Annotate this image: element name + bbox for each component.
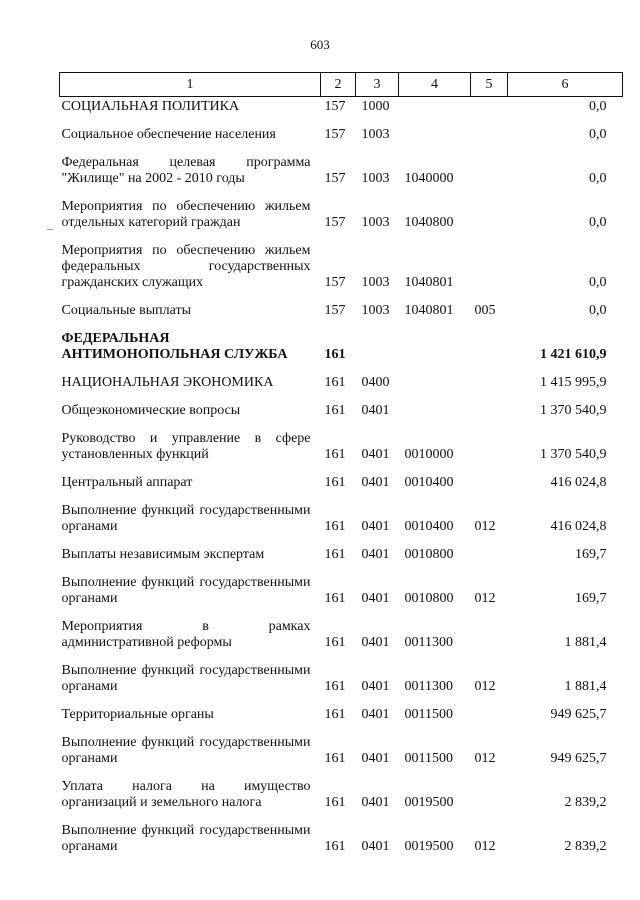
row-target-code: 0011500 bbox=[404, 750, 453, 766]
table-row bbox=[60, 539, 623, 567]
row-target-code bbox=[399, 97, 471, 119]
row-amount: 1 415 995,9 bbox=[540, 374, 607, 390]
table-header bbox=[60, 73, 623, 97]
row-section-code: 1000 bbox=[361, 98, 390, 114]
row-amount: 949 625,7 bbox=[550, 706, 607, 722]
row-name: НАЦИОНАЛЬНАЯ ЭКОНОМИКА bbox=[61, 374, 274, 390]
row-section-code: 0401 bbox=[361, 678, 390, 694]
row-amount: 416 024,8 bbox=[550, 518, 607, 534]
table-row bbox=[60, 655, 623, 699]
table-row bbox=[60, 395, 623, 423]
row-expense-type bbox=[471, 423, 508, 467]
table-body bbox=[60, 97, 623, 859]
row-section-code: 0401 bbox=[361, 546, 390, 562]
row-section-code: 0401 bbox=[361, 402, 390, 418]
row-section-code: 0401 bbox=[361, 750, 390, 766]
row-amount: 0,0 bbox=[589, 302, 607, 318]
row-section-code: 0401 bbox=[361, 634, 390, 650]
row-section-code: 0401 bbox=[361, 474, 390, 490]
row-expense-type bbox=[471, 119, 508, 147]
table-row bbox=[60, 295, 623, 323]
margin-mark bbox=[47, 229, 53, 230]
table-row bbox=[60, 567, 623, 611]
row-name: Уплата налога на имущество организаций и земельного налога bbox=[61, 778, 311, 810]
row-amount: 169,7 bbox=[575, 546, 607, 562]
table-row bbox=[60, 815, 623, 859]
row-target-code: 0011300 bbox=[404, 634, 453, 650]
row-target-code: 1040801 bbox=[404, 302, 454, 318]
row-expense-type: 012 bbox=[474, 590, 496, 606]
row-expense-type bbox=[471, 367, 508, 395]
header-col-4: 4 bbox=[399, 73, 471, 97]
row-expense-type bbox=[471, 191, 508, 235]
table-row bbox=[60, 727, 623, 771]
table-row bbox=[60, 147, 623, 191]
budget-table bbox=[59, 72, 623, 859]
row-ministry-code: 161 bbox=[324, 794, 346, 810]
row-ministry-code: 161 bbox=[324, 474, 346, 490]
row-target-code: 1040801 bbox=[404, 274, 454, 290]
row-ministry-code: 157 bbox=[324, 214, 346, 230]
row-target-code: 1040000 bbox=[404, 170, 454, 186]
row-target-code: 0011300 bbox=[404, 678, 453, 694]
table-row bbox=[60, 495, 623, 539]
row-expense-type: 012 bbox=[474, 678, 496, 694]
row-amount: 0,0 bbox=[589, 214, 607, 230]
row-amount: 1 370 540,9 bbox=[540, 446, 607, 462]
row-name: Мероприятия по обеспечению жильем отдельных категорий граждан bbox=[61, 198, 311, 230]
row-expense-type bbox=[471, 467, 508, 495]
row-target-code: 0010400 bbox=[404, 474, 454, 490]
row-section-code: 1003 bbox=[361, 214, 390, 230]
row-ministry-code: 157 bbox=[324, 98, 346, 114]
row-section-code: 0401 bbox=[361, 446, 390, 462]
row-name: Выполнение функций государственными органами bbox=[61, 502, 311, 534]
row-section-code: 0401 bbox=[361, 518, 390, 534]
row-amount: 0,0 bbox=[589, 126, 607, 142]
row-amount: 169,7 bbox=[575, 590, 607, 606]
row-amount: 1 370 540,9 bbox=[540, 402, 607, 418]
row-ministry-code: 161 bbox=[324, 634, 346, 650]
row-expense-type bbox=[471, 323, 508, 367]
row-ministry-code: 161 bbox=[324, 402, 346, 418]
row-target-code: 0019500 bbox=[404, 794, 454, 810]
row-expense-type bbox=[471, 395, 508, 423]
row-target-code: 1040800 bbox=[404, 214, 454, 230]
row-ministry-code: 161 bbox=[324, 546, 346, 562]
header-col-5: 5 bbox=[471, 73, 508, 97]
row-amount: 0,0 bbox=[589, 274, 607, 290]
row-name: Мероприятия в рамках административной реформы bbox=[61, 618, 311, 650]
row-name: Руководство и управление в сфере установленных функций bbox=[61, 430, 311, 462]
row-section-code bbox=[356, 323, 399, 367]
row-amount: 1 881,4 bbox=[564, 634, 607, 650]
row-target-code bbox=[399, 395, 471, 423]
row-ministry-code: 161 bbox=[324, 838, 346, 854]
row-section-code: 1003 bbox=[361, 170, 390, 186]
row-target-code bbox=[399, 119, 471, 147]
row-ministry-code: 161 bbox=[324, 590, 346, 606]
row-ministry-code: 161 bbox=[324, 346, 346, 362]
header-col-1: 1 bbox=[60, 73, 321, 97]
row-name: Социальные выплаты bbox=[61, 302, 192, 318]
row-ministry-code: 157 bbox=[324, 302, 346, 318]
table-row bbox=[60, 97, 623, 119]
row-name: Выплаты независимым экспертам bbox=[61, 546, 265, 562]
row-ministry-code: 161 bbox=[324, 678, 346, 694]
table-row bbox=[60, 119, 623, 147]
table-row bbox=[60, 467, 623, 495]
row-expense-type: 012 bbox=[474, 750, 496, 766]
row-expense-type bbox=[471, 611, 508, 655]
table-row bbox=[60, 323, 623, 367]
row-section-code: 1003 bbox=[361, 274, 390, 290]
row-expense-type bbox=[471, 771, 508, 815]
row-target-code: 0010800 bbox=[404, 546, 454, 562]
row-target-code bbox=[399, 323, 471, 367]
header-col-6: 6 bbox=[508, 73, 623, 97]
row-name: СОЦИАЛЬНАЯ ПОЛИТИКА bbox=[61, 98, 240, 114]
row-ministry-code: 161 bbox=[324, 706, 346, 722]
row-section-code: 0401 bbox=[361, 838, 390, 854]
row-ministry-code: 161 bbox=[324, 518, 346, 534]
table-row bbox=[60, 699, 623, 727]
row-ministry-code: 157 bbox=[324, 170, 346, 186]
row-expense-type: 012 bbox=[474, 518, 496, 534]
row-name: Выполнение функций государственными органами bbox=[61, 822, 311, 854]
table-row bbox=[60, 367, 623, 395]
row-name: Мероприятия по обеспечению жильем федеральных государственных гражданских служащих bbox=[61, 242, 311, 290]
row-expense-type bbox=[471, 235, 508, 295]
row-section-code: 1003 bbox=[361, 302, 390, 318]
row-name: Общеэкономические вопросы bbox=[61, 402, 241, 418]
row-amount: 2 839,2 bbox=[564, 794, 607, 810]
row-expense-type bbox=[471, 699, 508, 727]
page-number: 603 bbox=[310, 37, 330, 52]
row-target-code: 0019500 bbox=[404, 838, 454, 854]
header-col-2: 2 bbox=[321, 73, 356, 97]
header-col-3: 3 bbox=[356, 73, 399, 97]
row-name: Социальное обеспечение населения bbox=[61, 126, 276, 142]
table-row bbox=[60, 771, 623, 815]
row-ministry-code: 161 bbox=[324, 374, 346, 390]
row-section-code: 1003 bbox=[361, 126, 390, 142]
row-target-code: 0010000 bbox=[404, 446, 454, 462]
row-name: Выполнение функций государственными органами bbox=[61, 662, 311, 694]
row-target-code: 0010800 bbox=[404, 590, 454, 606]
row-expense-type bbox=[471, 539, 508, 567]
row-expense-type: 012 bbox=[474, 838, 496, 854]
row-section-code: 0401 bbox=[361, 794, 390, 810]
row-target-code: 0010400 bbox=[404, 518, 454, 534]
table-row bbox=[60, 235, 623, 295]
row-section-code: 0401 bbox=[361, 706, 390, 722]
row-name: Выполнение функций государственными органами bbox=[61, 734, 311, 766]
row-name: Территориальные органы bbox=[61, 706, 214, 722]
row-name: Центральный аппарат bbox=[61, 474, 193, 490]
row-expense-type: 005 bbox=[474, 302, 496, 318]
row-name: Федеральная целевая программа "Жилище" на 2002 - 2010 годы bbox=[61, 154, 311, 186]
row-amount: 0,0 bbox=[589, 170, 607, 186]
row-target-code: 0011500 bbox=[404, 706, 453, 722]
row-ministry-code: 157 bbox=[324, 274, 346, 290]
row-amount: 416 024,8 bbox=[550, 474, 607, 490]
row-section-code: 0400 bbox=[361, 374, 390, 390]
row-ministry-code: 161 bbox=[324, 750, 346, 766]
table-row bbox=[60, 611, 623, 655]
row-amount: 1 421 610,9 bbox=[540, 346, 607, 362]
row-amount: 2 839,2 bbox=[564, 838, 607, 854]
row-section-code: 0401 bbox=[361, 590, 390, 606]
row-target-code bbox=[399, 367, 471, 395]
row-amount: 1 881,4 bbox=[564, 678, 607, 694]
table-row bbox=[60, 191, 623, 235]
row-ministry-code: 161 bbox=[324, 446, 346, 462]
row-ministry-code: 157 bbox=[324, 126, 346, 142]
table-row bbox=[60, 423, 623, 467]
row-name: ФЕДЕРАЛЬНАЯ АНТИМОНОПОЛЬНАЯ СЛУЖБА bbox=[61, 330, 288, 362]
row-expense-type bbox=[471, 147, 508, 191]
row-expense-type bbox=[471, 97, 508, 119]
row-amount: 949 625,7 bbox=[550, 750, 607, 766]
row-name: Выполнение функций государственными органами bbox=[61, 574, 311, 606]
row-amount: 0,0 bbox=[589, 98, 607, 114]
